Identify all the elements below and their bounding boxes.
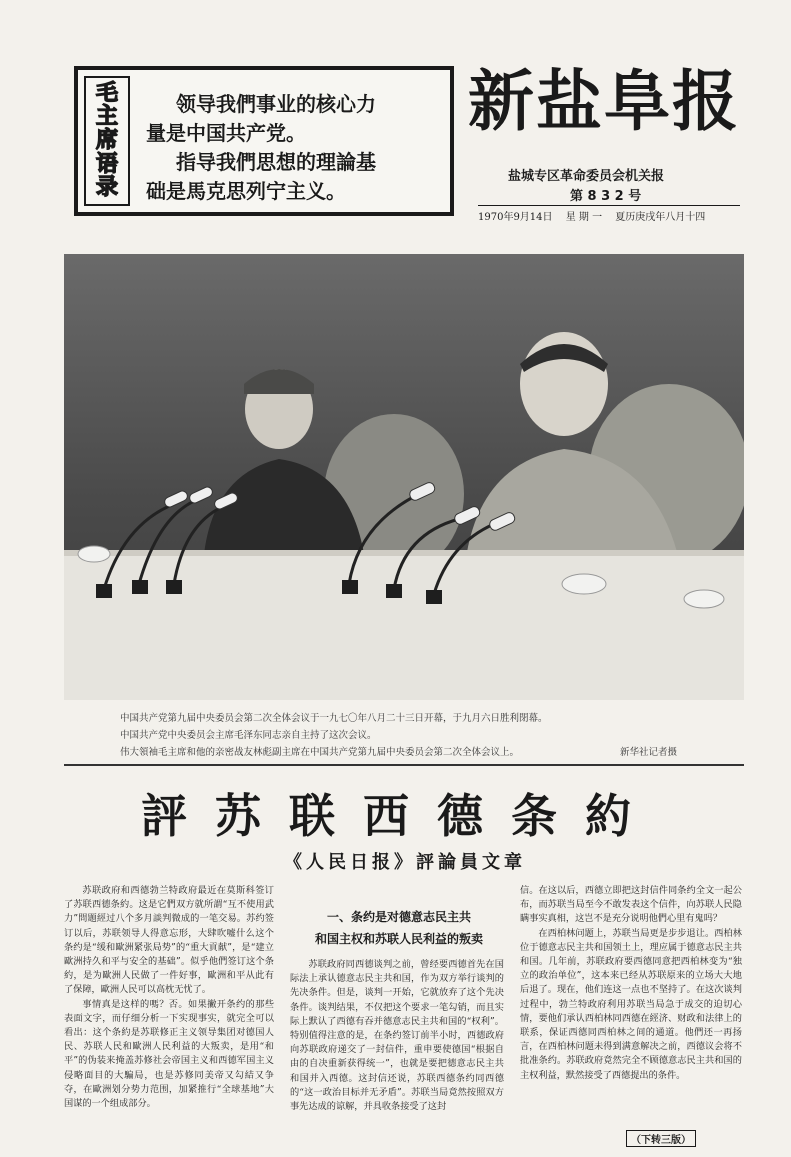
quotation-tag-char: 毛: [95, 80, 118, 106]
lunar-date: 夏历庚戌年八月十四: [615, 212, 706, 223]
caption-line: 伟大領袖毛主席和他的亲密战友林彪副主席在中国共产党第九届中央委员会第二次全体会议上。: [120, 747, 520, 758]
newspaper-title: 新盐阜报: [468, 63, 740, 140]
quotation-tag-char: 席: [95, 127, 118, 153]
publisher-line: 盐城专区革命委员会机关报: [508, 169, 665, 184]
paragraph: 在西柏林问题上，苏联当局更是步步退让。西柏林位于德意志民主共和国领土上，理应属于德意志民主共和国。几年前，苏联政府要西德同意把西柏林变为“独立的政治单位”，这本来已经从苏联原来的立场大大地后退了。现在，他们连这一点也不坚持了。在这次谈判过程中，勃兰特政府利用苏联当局急于成交的迫切心情，要他们承认西柏林同西德在經济、财政和法律上的联系，保证西德同西柏林之间的通道。他們还一再扬言，在西柏林问题未得到满意解决之前，西德议会将不批准条约。苏联政府竟然完全不顾德意志民主共和国的主权利益，默然接受了西德提出的条件。: [520, 927, 742, 1081]
quotation-line: 础是馬克思列宁主义。: [146, 179, 346, 203]
section-heading-line: 一、条约是对德意志民主共: [326, 910, 471, 924]
paragraph: 苏联政府同西德谈判之前，曾经要西德首先在国际法上承认德意志民主共和国，作为双方举行谈判的先决条件。但是，谈判一开始，它就放弃了这个先决条件。谈判结果，不仅把这个要求一笔勾销，而且实际上默认了西德有吞并德意志民主共和国的“权利”。特别值得注意的是，在条约签订前半小时，西德政府向苏联政府递交了一封信件，重申要使德国“根据自由的自决重新获得统一”，也就是要把德意志民主共和国并入西德。这封信还说，苏联西德条约同西德的“这一政治目标并无矛盾”。苏联当局竟然按照双方事先达成的谅解，并具收条接受了这封: [290, 959, 504, 1113]
paragraph: 事情真是这样的嗎？否。如果撇开条约的那些表面文字，而仔细分析一下实现事实，就完全可以看出：这个条約是苏联修正主义领导集团对德国人民、苏联人民和歐洲人民利益的大叛卖，是用“和平”的伪装来掩盖苏修社会帝国主义和西德军国主义侵略面目的大騙局，也是苏修同美帝又勾結又争夺，在歐洲划分势力范围，加紧推行“全球基地”大国谋的一个组成部分。: [64, 998, 274, 1110]
paragraph: 信。在这以后，西德立即把这封信件同条约全文一起公布，而苏联当局至今不敢发表这个信件，向苏联人民隐瞒事实真相，这岂不是充分说明他們心里有鬼吗？: [520, 885, 742, 925]
divider: [64, 764, 744, 766]
issue-number: 第 8 3 2 号: [570, 189, 642, 204]
photo-credit: 新华社记者摄: [620, 747, 678, 758]
paragraph: 苏联政府和西德勃兰特政府最近在莫斯科签订了苏联西德条約。这是它們双方就所謂“互不使用武力”問題經过八个多月談判微成的一笔交易。苏约签订以后，苏联领导人得意忘形，大肆吹嘘什么这个条约是“缓和歐洲紧张局势”的“重大貢献”，是“建立歐洲持久和平与安全的基础”。似乎他們签订这个条約，是为歐洲人民做了一件好事，歐洲和平从此有了保障，歐洲人民可以高枕无忧了。: [64, 885, 274, 996]
article-byline: 《人民日报》評論員文章: [284, 852, 526, 873]
date: 1970年9月14日: [478, 212, 553, 223]
article-column-3: [520, 884, 742, 1083]
section-heading-line: 和国主权和苏联人民利益的叛卖: [314, 932, 483, 946]
quotation-line: 指导我們思想的理論基: [176, 150, 376, 174]
continued-notice: （下转三版）: [626, 1130, 696, 1147]
quotation-line: 领导我們事业的核心力: [176, 92, 376, 116]
dateline: [478, 205, 740, 223]
photo-illustration: [64, 254, 744, 700]
caption-line: 中国共产党中央委员会主席毛泽东同志亲自主持了这次会议。: [120, 730, 377, 741]
quotation-tag-char: 主: [95, 104, 118, 130]
caption-line: 中国共产党第九届中央委员会第二次全体会议于一九七〇年八月二十三日开幕，于九月六日胜利閉幕。: [120, 713, 548, 724]
quotation-tag: [84, 76, 130, 206]
quotation-box: [74, 66, 454, 216]
quotation-text: [146, 90, 446, 206]
quotation-tag-char: 语: [95, 151, 118, 177]
front-page-photo: [64, 254, 744, 700]
article-column-2: [290, 958, 504, 1114]
article-column-1: [64, 884, 274, 1111]
quotation-tag-char: 录: [95, 175, 118, 201]
weekday: 星 期 一: [565, 212, 603, 223]
quotation-line: 量是中国共产党。: [146, 121, 306, 145]
section-heading: [294, 906, 504, 950]
article-headline: 評苏联西德条約: [141, 789, 659, 843]
